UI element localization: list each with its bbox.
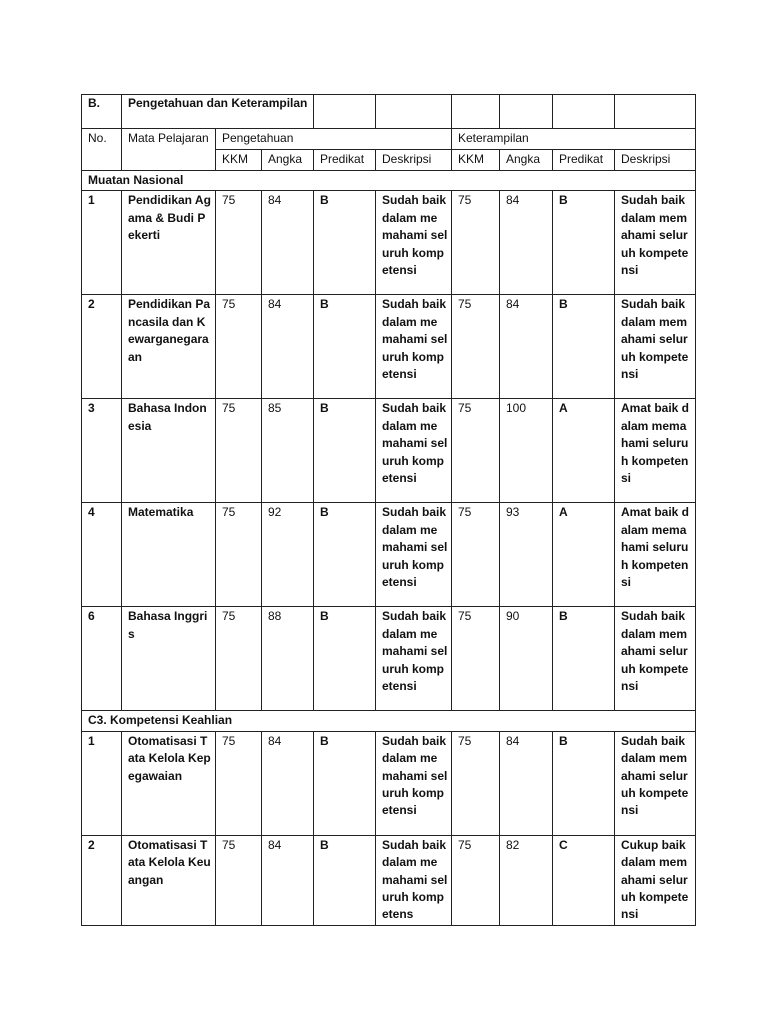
table-row bbox=[82, 607, 696, 711]
subject-name: Pendidikan Pancasila dan Kewarganegaraan bbox=[122, 295, 216, 399]
knowledge-deskripsi-header: Deskripsi bbox=[376, 150, 452, 171]
subject-name: Pendidikan Agama & Budi Pekerti bbox=[122, 191, 216, 295]
knowledge-description: Sudah baik dalam memahami seluruh kompetensi bbox=[376, 399, 452, 503]
table-row bbox=[82, 835, 696, 925]
skill-predicate: B bbox=[553, 731, 615, 835]
skill-description: Sudah baik dalam memahami seluruh kompetensi bbox=[615, 731, 696, 835]
col-no-header: No. bbox=[82, 129, 122, 171]
knowledge-kkm: 75 bbox=[216, 607, 262, 711]
table-row bbox=[82, 191, 696, 295]
skill-description: Amat baik dalam memahami seluruh kompetensi bbox=[615, 399, 696, 503]
knowledge-score: 85 bbox=[262, 399, 314, 503]
section-header-row bbox=[82, 95, 696, 129]
row-number: 6 bbox=[82, 607, 122, 711]
empty-cell bbox=[452, 95, 500, 129]
skill-predicate: B bbox=[553, 607, 615, 711]
knowledge-angka-header: Angka bbox=[262, 150, 314, 171]
skill-score: 84 bbox=[500, 731, 553, 835]
skill-kkm-header: KKM bbox=[452, 150, 500, 171]
knowledge-description: Sudah baik dalam memahami seluruh kompetensi bbox=[376, 191, 452, 295]
knowledge-kkm: 75 bbox=[216, 295, 262, 399]
skill-angka-header: Angka bbox=[500, 150, 553, 171]
table-row bbox=[82, 731, 696, 835]
skill-group-header: Keterampilan bbox=[452, 129, 696, 150]
column-group-header-row bbox=[82, 129, 696, 150]
skill-score: 90 bbox=[500, 607, 553, 711]
knowledge-predicate: B bbox=[314, 503, 376, 607]
skill-kkm: 75 bbox=[452, 731, 500, 835]
row-number: 4 bbox=[82, 503, 122, 607]
skill-deskripsi-header: Deskripsi bbox=[615, 150, 696, 171]
knowledge-predicate: B bbox=[314, 731, 376, 835]
knowledge-score: 84 bbox=[262, 731, 314, 835]
knowledge-kkm: 75 bbox=[216, 503, 262, 607]
col-subject-header: Mata Pelajaran bbox=[122, 129, 216, 171]
skill-kkm: 75 bbox=[452, 607, 500, 711]
skill-kkm: 75 bbox=[452, 295, 500, 399]
subject-name: Bahasa Inggris bbox=[122, 607, 216, 711]
skill-description: Amat baik dalam memahami seluruh kompetensi bbox=[615, 503, 696, 607]
knowledge-description: Sudah baik dalam memahami seluruh kompetensi bbox=[376, 607, 452, 711]
subject-name: Bahasa Indonesia bbox=[122, 399, 216, 503]
knowledge-kkm: 75 bbox=[216, 399, 262, 503]
subject-name: Otomatisasi Tata Kelola Keuangan bbox=[122, 835, 216, 925]
skill-kkm: 75 bbox=[452, 503, 500, 607]
knowledge-predicate: B bbox=[314, 191, 376, 295]
knowledge-score: 84 bbox=[262, 835, 314, 925]
skill-description: Cukup baik dalam memahami seluruh kompetensi bbox=[615, 835, 696, 925]
knowledge-score: 84 bbox=[262, 295, 314, 399]
section-title: C3. Kompetensi Keahlian bbox=[82, 711, 696, 731]
skill-predicate: B bbox=[553, 295, 615, 399]
skill-description: Sudah baik dalam memahami seluruh kompetensi bbox=[615, 607, 696, 711]
skill-score: 93 bbox=[500, 503, 553, 607]
skill-kkm: 75 bbox=[452, 399, 500, 503]
row-number: 1 bbox=[82, 191, 122, 295]
knowledge-description: Sudah baik dalam memahami seluruh kompetens bbox=[376, 835, 452, 925]
row-number: 3 bbox=[82, 399, 122, 503]
skill-kkm: 75 bbox=[452, 835, 500, 925]
knowledge-kkm: 75 bbox=[216, 835, 262, 925]
section-title: Muatan Nasional bbox=[82, 171, 696, 191]
skill-score: 84 bbox=[500, 295, 553, 399]
skill-predicate: B bbox=[553, 191, 615, 295]
row-number: 1 bbox=[82, 731, 122, 835]
skill-description: Sudah baik dalam memahami seluruh kompetensi bbox=[615, 295, 696, 399]
section-title: Pengetahuan dan Keterampilan bbox=[122, 95, 314, 129]
section-row bbox=[82, 711, 696, 731]
skill-score: 84 bbox=[500, 191, 553, 295]
table-row bbox=[82, 503, 696, 607]
skill-predicate: A bbox=[553, 399, 615, 503]
knowledge-description: Sudah baik dalam memahami seluruh kompetensi bbox=[376, 295, 452, 399]
knowledge-predicate: B bbox=[314, 607, 376, 711]
knowledge-kkm: 75 bbox=[216, 731, 262, 835]
skill-score: 100 bbox=[500, 399, 553, 503]
subject-name: Matematika bbox=[122, 503, 216, 607]
empty-cell bbox=[615, 95, 696, 129]
skill-predicate: C bbox=[553, 835, 615, 925]
row-number: 2 bbox=[82, 295, 122, 399]
section-label: B. bbox=[82, 95, 122, 129]
skill-predicate: A bbox=[553, 503, 615, 607]
table-row bbox=[82, 295, 696, 399]
knowledge-predicate: B bbox=[314, 399, 376, 503]
empty-cell bbox=[500, 95, 553, 129]
section-row bbox=[82, 171, 696, 191]
knowledge-predikat-header: Predikat bbox=[314, 150, 376, 171]
grades-table bbox=[81, 94, 696, 926]
table-row bbox=[82, 399, 696, 503]
skill-description: Sudah baik dalam memahami seluruh kompetensi bbox=[615, 191, 696, 295]
skill-kkm: 75 bbox=[452, 191, 500, 295]
knowledge-predicate: B bbox=[314, 835, 376, 925]
knowledge-score: 84 bbox=[262, 191, 314, 295]
knowledge-description: Sudah baik dalam memahami seluruh kompetensi bbox=[376, 731, 452, 835]
knowledge-group-header: Pengetahuan bbox=[216, 129, 452, 150]
empty-cell bbox=[553, 95, 615, 129]
knowledge-kkm-header: KKM bbox=[216, 150, 262, 171]
empty-cell bbox=[376, 95, 452, 129]
knowledge-predicate: B bbox=[314, 295, 376, 399]
knowledge-description: Sudah baik dalam memahami seluruh kompetensi bbox=[376, 503, 452, 607]
row-number: 2 bbox=[82, 835, 122, 925]
empty-cell bbox=[314, 95, 376, 129]
skill-score: 82 bbox=[500, 835, 553, 925]
subject-name: Otomatisasi Tata Kelola Kepegawaian bbox=[122, 731, 216, 835]
skill-predikat-header: Predikat bbox=[553, 150, 615, 171]
knowledge-score: 92 bbox=[262, 503, 314, 607]
knowledge-score: 88 bbox=[262, 607, 314, 711]
knowledge-kkm: 75 bbox=[216, 191, 262, 295]
